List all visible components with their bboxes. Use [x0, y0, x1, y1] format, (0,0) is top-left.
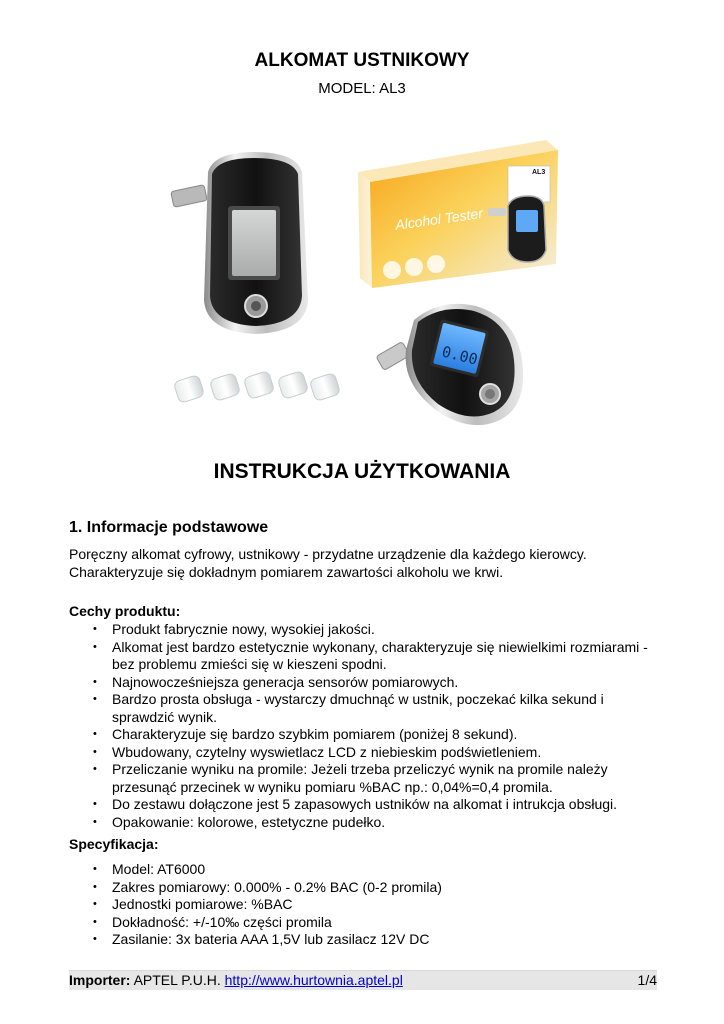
footer-website-link[interactable]: http://www.hurtownia.aptel.pl [224, 972, 403, 988]
feature-item: • Charakteryzuje się bardzo szybkim pomiarem (poniżej 8 sekund). [93, 726, 663, 744]
spec-item: • Jednostki pomiarowe: %BAC [93, 896, 663, 914]
feature-item: • Wbudowany, czytelny wyswietlacz LCD z niebieskim podświetleniem. [93, 744, 663, 762]
feature-item: • Bardzo prosta obsługa - wystarczy dmuchnąć w ustnik, poczekać kilka sekund i sprawdzić wynik. [93, 691, 663, 726]
product-box-image [358, 140, 558, 288]
feature-item: • Produkt fabrycznie nowy, wysokiej jakości. [93, 621, 663, 639]
spec-item: • Zakres pomiarowy: 0.000% - 0.2% BAC (0-2 promila) [93, 879, 663, 897]
product-photo [0, 110, 724, 450]
breathalyzer-right-image [376, 304, 523, 425]
features-list [93, 621, 663, 831]
instructions-heading: INSTRUKCJA UŻYTKOWANIA [213, 460, 511, 483]
specs-label: Specyfikacja: [69, 836, 159, 852]
feature-item: • Alkomat jest bardzo estetycznie wykonany, charakteryzuje się niewielkimi rozmiarami - bez problemu zmieści się w kieszeni spodni. [93, 639, 663, 674]
page-footer [69, 971, 657, 990]
document-title: ALKOMAT USTNIKOWY [254, 50, 470, 71]
feature-item: • Do zestawu dołączone jest 5 zapasowych ustników na alkomat i intrukcja obsługi. [93, 796, 663, 814]
spec-item: • Dokładność: +/-10‰ części promila [93, 914, 663, 932]
spec-item: • Zasilanie: 3x bateria AAA 1,5V lub zasilacz 12V DC [93, 931, 663, 949]
section-heading-basic-info: 1. Informacje podstawowe [69, 519, 269, 536]
page-number: 1/4 [637, 972, 657, 988]
feature-item: • Opakowanie: kolorowe, estetyczne pudełko. [93, 814, 663, 832]
footer-importer-name: APTEL P.U.H. [133, 972, 221, 988]
breathalyzer-left-image [171, 152, 308, 334]
features-label: Cechy produktu: [69, 603, 181, 619]
intro-paragraph: Poręczny alkomat cyfrowy, ustnikowy - przydatne urządzenie dla każdego kierowcy. Charakteryzuje się dokładnym pomiarem zawartości alkoholu we krwi. [69, 546, 587, 580]
feature-item: • Przeliczanie wyniku na promile: Jeżeli trzeba przeliczyć wynik na promile należy przesunąć przecinek w wyniku pomiaru %BAC np.: 0,04%=0,4 promila. [93, 761, 663, 796]
spec-item: • Model: AT6000 [93, 861, 663, 879]
box-model-text: AL3 [532, 169, 546, 176]
footer-importer-label: Importer: [69, 972, 131, 988]
feature-item: • Najnowocześniejsza generacja sensorów pomiarowych. [93, 674, 663, 692]
model-label: MODEL: AL3 [318, 80, 406, 97]
specs-list [93, 861, 663, 949]
lcd-reading-text: 0.00 [440, 342, 480, 369]
box-brand-text: Alcohol Tester [394, 204, 484, 233]
mouthpieces-image [173, 371, 341, 404]
